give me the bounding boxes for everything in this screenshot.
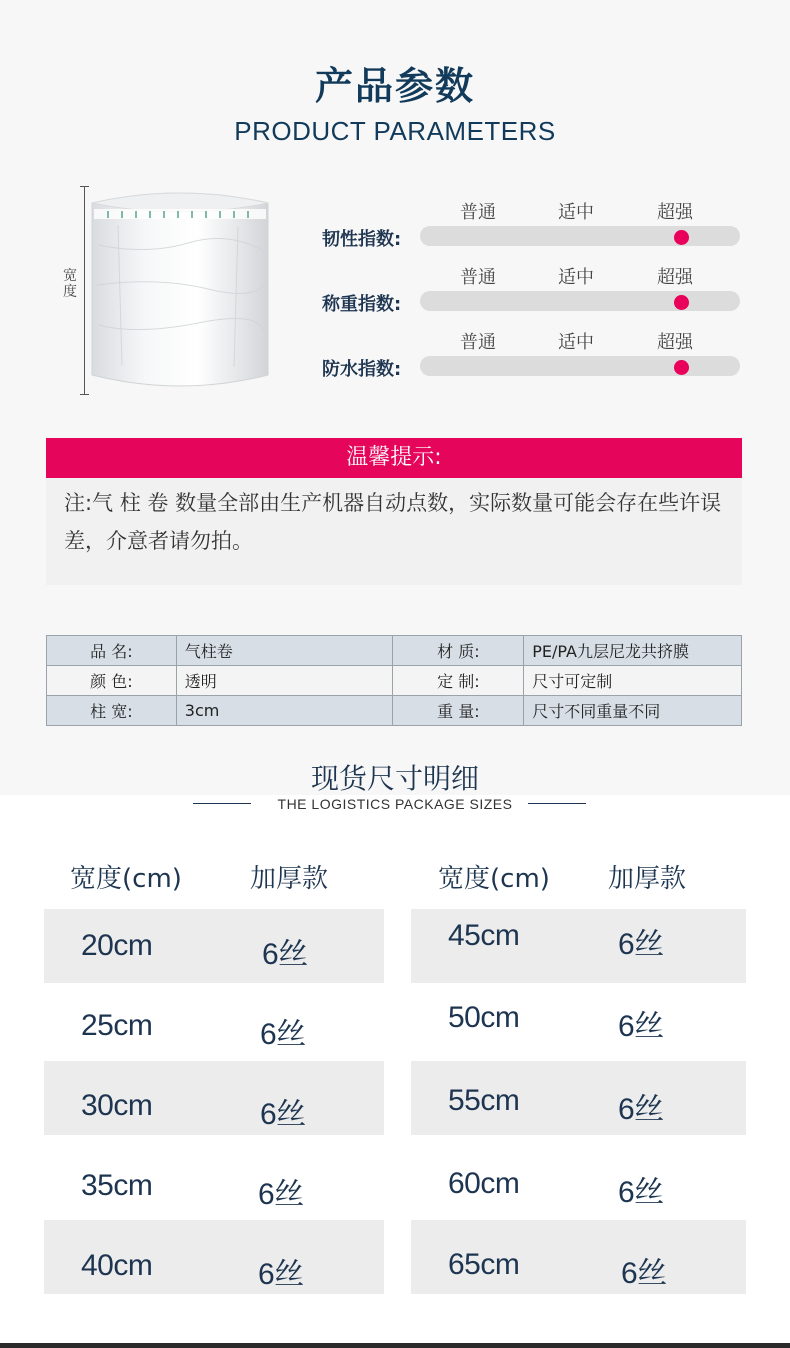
column-header-thickness: 加厚款 [250, 864, 329, 894]
size-width: 60cm [448, 1167, 520, 1200]
level-normal: 普通 [460, 332, 496, 353]
size-thickness: 6丝 [618, 1093, 664, 1126]
size-width: 50cm [448, 1001, 520, 1034]
rating-levels [460, 263, 760, 288]
page-title: 产品参数 [314, 64, 475, 108]
level-medium: 适中 [558, 332, 594, 353]
level-strong: 超强 [657, 267, 693, 288]
product-image [88, 185, 273, 397]
size-width: 35cm [81, 1169, 153, 1202]
spec-value: 透明 [176, 666, 393, 696]
size-width: 45cm [448, 919, 520, 952]
spec-value: 气柱卷 [176, 636, 393, 666]
spec-value: 尺寸可定制 [524, 666, 742, 696]
table-row [47, 666, 742, 696]
rating-waterproof [320, 328, 750, 390]
list-item [411, 1145, 746, 1219]
width-dimension-label: 宽度 [63, 268, 77, 300]
level-normal: 普通 [460, 202, 496, 223]
spec-key: 品 名: [47, 636, 177, 666]
level-medium: 适中 [558, 267, 594, 288]
size-thickness: 6丝 [621, 1257, 667, 1290]
list-item [44, 1061, 384, 1135]
list-item [411, 1220, 746, 1294]
rating-marker [674, 360, 689, 375]
spec-key: 材 质: [393, 636, 524, 666]
rating-marker [674, 295, 689, 310]
width-dimension-line [84, 187, 85, 394]
level-medium: 适中 [558, 202, 594, 223]
size-thickness: 6丝 [260, 1098, 306, 1131]
size-thickness: 6丝 [258, 1178, 304, 1211]
spec-key: 颜 色: [47, 666, 177, 696]
rating-track [420, 226, 740, 246]
table-row [47, 636, 742, 666]
spec-key: 重 量: [393, 696, 524, 726]
divider [528, 803, 586, 804]
column-header-thickness: 加厚款 [608, 864, 687, 894]
rating-marker [674, 230, 689, 245]
list-item [411, 909, 746, 983]
spec-table [46, 635, 742, 726]
column-header-width: 宽度(cm) [70, 864, 182, 894]
spec-value: 3cm [176, 696, 393, 726]
size-width: 30cm [81, 1089, 153, 1122]
notice-heading: 温馨提示: [46, 438, 742, 478]
sizes-title: 现货尺寸明细 [310, 762, 479, 795]
spec-key: 定 制: [393, 666, 524, 696]
level-strong: 超强 [657, 332, 693, 353]
notice-text: 注:气 柱 卷 数量全部由生产机器自动点数，实际数量可能会存在些许误差，介意者请勿拍。 [64, 491, 722, 553]
table-row [47, 696, 742, 726]
size-width: 40cm [81, 1249, 153, 1282]
size-thickness: 6丝 [618, 928, 664, 961]
rating-weight [320, 263, 750, 325]
rating-levels [460, 328, 760, 353]
list-item [44, 989, 384, 1063]
size-width: 65cm [448, 1248, 520, 1281]
level-normal: 普通 [460, 267, 496, 288]
rating-levels [460, 198, 760, 223]
list-item [44, 909, 384, 983]
notice-box [46, 478, 742, 585]
rating-track [420, 291, 740, 311]
column-header-width: 宽度(cm) [438, 864, 550, 894]
width-dimension-cap-bottom [80, 394, 89, 395]
spec-key: 柱 宽: [47, 696, 177, 726]
list-item [44, 1149, 384, 1223]
size-thickness: 6丝 [618, 1010, 664, 1043]
sizes-subtitle: THE LOGISTICS PACKAGE SIZES [277, 796, 513, 812]
size-width: 20cm [81, 929, 153, 962]
size-width: 55cm [448, 1084, 520, 1117]
level-strong: 超强 [657, 202, 693, 223]
list-item [411, 984, 746, 1058]
size-thickness: 6丝 [618, 1176, 664, 1209]
rating-label: 防水指数: [322, 359, 402, 380]
size-thickness: 6丝 [258, 1258, 304, 1291]
rating-label: 称重指数: [322, 294, 402, 315]
size-width: 25cm [81, 1009, 153, 1042]
size-thickness: 6丝 [260, 1018, 306, 1051]
page-subtitle: PRODUCT PARAMETERS [234, 116, 556, 146]
rating-track [420, 356, 740, 376]
spec-value: PE/PA九层尼龙共挤膜 [524, 636, 742, 666]
rating-toughness [320, 198, 750, 260]
rating-label: 韧性指数: [322, 229, 402, 250]
list-item [44, 1220, 384, 1294]
bottom-border [0, 1343, 790, 1348]
size-thickness: 6丝 [262, 938, 308, 971]
divider [193, 803, 251, 804]
list-item [411, 1061, 746, 1135]
width-dimension-cap-top [80, 186, 89, 187]
spec-value: 尺寸不同重量不同 [524, 696, 742, 726]
